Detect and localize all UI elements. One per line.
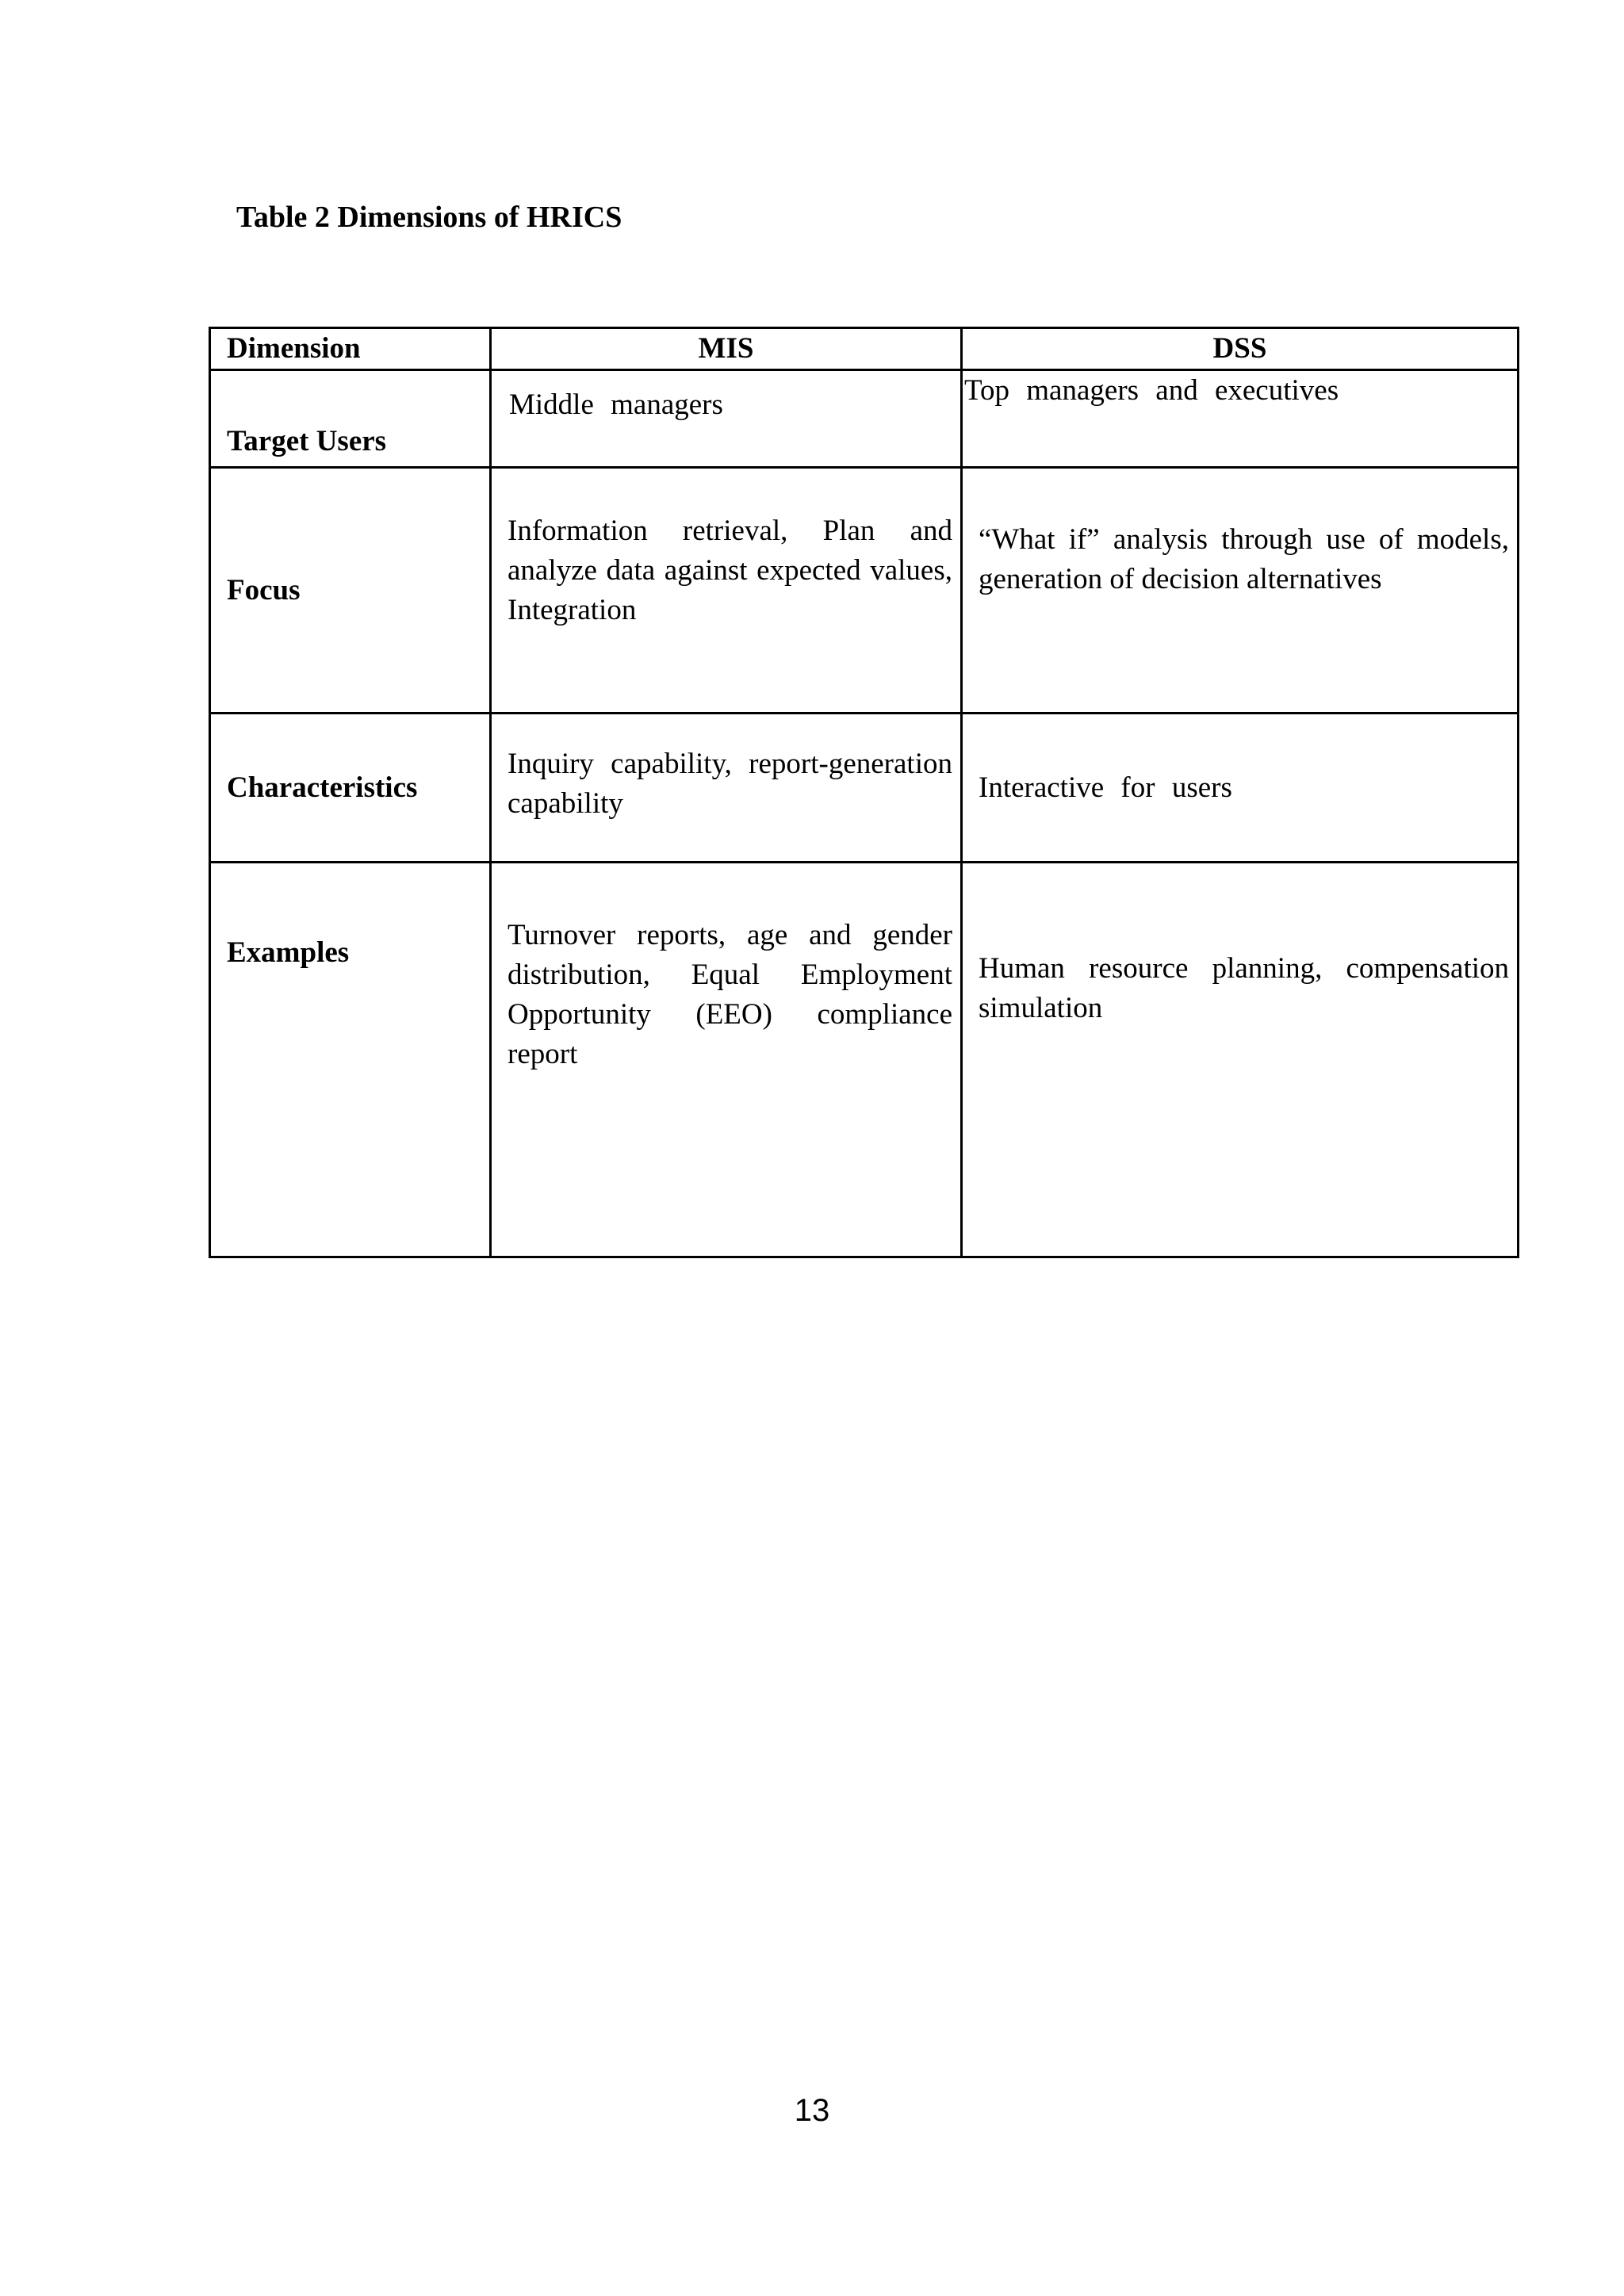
table-header-row — [210, 328, 1519, 370]
mis-text: Information retrieval, Plan and analyze data against expected values, Integration — [508, 515, 952, 626]
table-row — [210, 468, 1519, 714]
mis-cell — [491, 714, 962, 863]
table-caption: Table 2 Dimensions of HRICS — [236, 201, 622, 234]
mis-text: Middle managers — [509, 388, 723, 421]
dss-text: Top managers and executives — [964, 374, 1339, 407]
dss-text: “What if” analysis through use of models, generation of decision alternatives — [979, 523, 1509, 595]
dimension-cell: Target Users — [210, 370, 491, 468]
dss-text: Interactive for users — [979, 771, 1232, 804]
header-mis: MIS — [491, 328, 962, 370]
dss-cell — [962, 863, 1519, 1257]
table-row — [210, 370, 1519, 468]
page-number: 13 — [794, 2093, 830, 2128]
dimension-cell: Characteristics — [210, 714, 491, 863]
mis-cell — [491, 370, 962, 468]
header-dimension: Dimension — [210, 328, 491, 370]
header-dss: DSS — [962, 328, 1519, 370]
table-row — [210, 863, 1519, 1257]
dimension-cell: Examples — [210, 863, 491, 1257]
dss-cell — [962, 370, 1519, 468]
mis-cell — [491, 863, 962, 1257]
dimension-cell: Focus — [210, 468, 491, 714]
dss-text: Human resource planning, compensation simulation — [979, 952, 1509, 1024]
hrics-dimensions-table — [209, 327, 1519, 1258]
mis-text: Inquiry capability, report-generation capability — [508, 748, 952, 820]
dss-cell — [962, 468, 1519, 714]
table-row — [210, 714, 1519, 863]
dss-cell — [962, 714, 1519, 863]
mis-cell — [491, 468, 962, 714]
mis-text: Turnover reports, age and gender distribution, Equal Employment Opportunity (EEO) compliance report — [508, 919, 952, 1070]
